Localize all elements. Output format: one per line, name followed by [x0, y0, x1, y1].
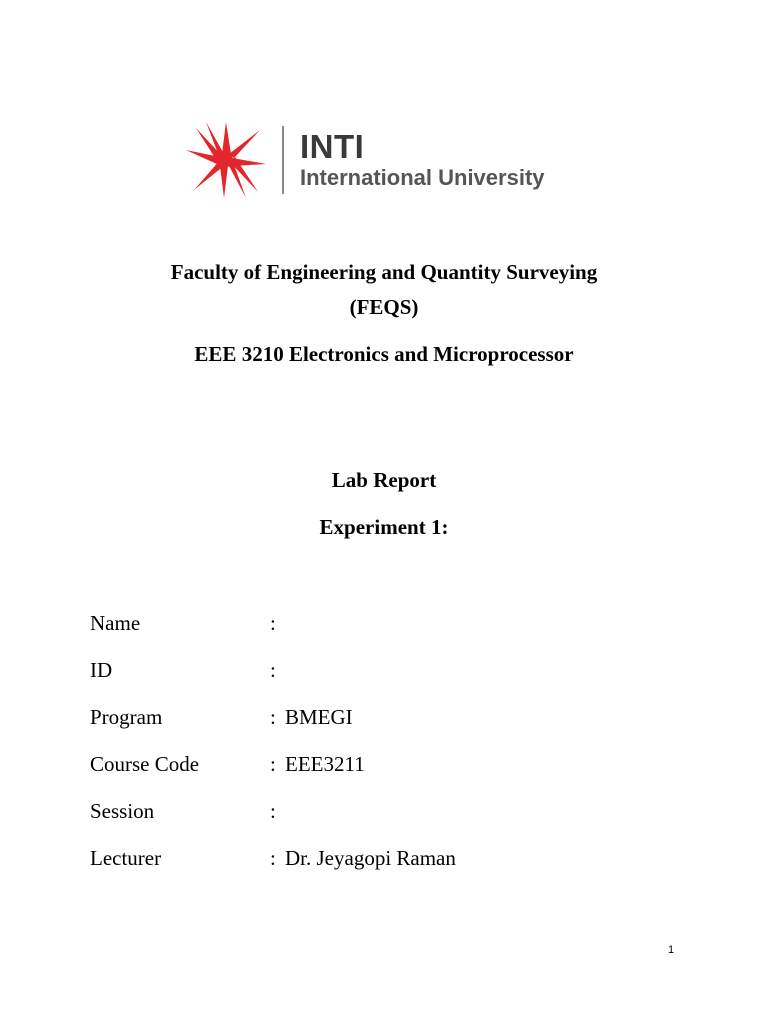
info-label: Lecturer [90, 846, 162, 870]
info-colon: : [270, 846, 276, 870]
info-value: BMEGI [285, 705, 353, 729]
inti-star-icon [184, 120, 268, 200]
logo-wordmark: INTI [300, 128, 365, 165]
info-row-program [90, 702, 610, 749]
info-colon: : [270, 799, 276, 823]
info-colon: : [270, 611, 276, 635]
faculty-title-line1: Faculty of Engineering and Quantity Surveying [170, 260, 598, 284]
info-label: Session [90, 799, 155, 823]
report-title: Lab Report [331, 468, 437, 492]
info-label: Course Code [90, 752, 200, 776]
info-value: EEE3211 [285, 752, 365, 776]
page-number: 1 [668, 944, 675, 956]
info-row-id [90, 655, 610, 702]
info-label: ID [90, 658, 113, 682]
faculty-title-line2: (FEQS) [349, 295, 419, 319]
university-logo [184, 120, 584, 200]
info-row-lecturer [90, 843, 610, 890]
info-value: Dr. Jeyagopi Raman [285, 846, 456, 870]
info-colon: : [270, 658, 276, 682]
info-row-name [90, 608, 610, 655]
experiment-title: Experiment 1: [319, 515, 449, 539]
course-title: EEE 3210 Electronics and Microprocessor [194, 342, 574, 366]
logo-subtitle: International University [300, 165, 545, 190]
student-info-block [90, 608, 610, 890]
info-colon: : [270, 752, 276, 776]
info-label: Name [90, 611, 141, 635]
logo-divider [282, 126, 284, 194]
info-colon: : [270, 705, 276, 729]
info-label: Program [90, 705, 163, 729]
info-row-course-code [90, 749, 610, 796]
info-row-session [90, 796, 610, 843]
